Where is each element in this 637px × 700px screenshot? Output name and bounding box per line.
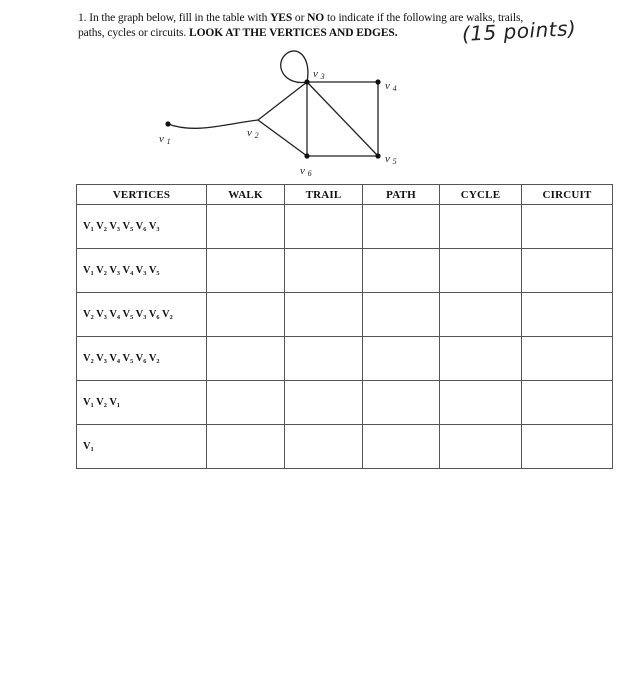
path-answer-cell[interactable] xyxy=(363,293,440,337)
trail-answer-cell[interactable] xyxy=(285,249,363,293)
question-text-part2: to indicate if the following are walks, trails, paths, cycles or circuits. xyxy=(78,12,524,39)
circuit-answer-cell[interactable] xyxy=(522,337,613,381)
vertex-sequence-cell: V₁ xyxy=(77,425,207,469)
no-keyword: NO xyxy=(307,12,325,24)
header-trail: TRAIL xyxy=(285,185,363,205)
trail-answer-cell[interactable] xyxy=(285,205,363,249)
table-row xyxy=(77,381,613,425)
path-answer-cell[interactable] xyxy=(363,337,440,381)
path-answer-cell[interactable] xyxy=(363,249,440,293)
vertex-label-v2: v 2 xyxy=(247,127,259,140)
walk-answer-cell[interactable] xyxy=(207,205,285,249)
trail-answer-cell[interactable] xyxy=(285,337,363,381)
vertex-label-v1: v 1 xyxy=(159,133,171,146)
walk-answer-cell[interactable] xyxy=(207,337,285,381)
header-walk: WALK xyxy=(207,185,285,205)
yes-keyword: YES xyxy=(270,12,293,24)
vertex-label-v6: v 6 xyxy=(300,165,312,178)
cycle-answer-cell[interactable] xyxy=(440,381,522,425)
vertex-sequence-cell: V₂ V₃ V₄ V₅ V₃ V₆ V₂ xyxy=(77,293,207,337)
edge-v3-v5 xyxy=(307,82,378,156)
path-answer-cell[interactable] xyxy=(363,425,440,469)
handwritten-points: (15 points) xyxy=(461,16,577,46)
table-row xyxy=(77,337,613,381)
vertex-label-v4: v 4 xyxy=(385,80,397,93)
edge-v2-v6 xyxy=(258,120,307,156)
edge-v3-loop xyxy=(281,51,308,83)
circuit-answer-cell[interactable] xyxy=(522,249,613,293)
header-circuit: CIRCUIT xyxy=(522,185,613,205)
trail-answer-cell[interactable] xyxy=(285,293,363,337)
cycle-answer-cell[interactable] xyxy=(440,337,522,381)
vertex-sequence-cell: V₁ V₂ V₃ V₅ V₆ V₃ xyxy=(77,205,207,249)
table-row xyxy=(77,249,613,293)
edge-v2-v3 xyxy=(258,82,307,120)
vertex-v6 xyxy=(304,153,309,158)
vertex-v3 xyxy=(304,79,309,84)
question-emphasis: LOOK AT THE VERTICES AND EDGES. xyxy=(189,27,398,39)
vertex-label-v3: v 3 xyxy=(313,68,325,81)
vertex-sequence-cell: V₂ V₃ V₄ V₅ V₆ V₂ xyxy=(77,337,207,381)
circuit-answer-cell[interactable] xyxy=(522,205,613,249)
vertex-sequence-cell: V₁ V₂ V₁ xyxy=(77,381,207,425)
table-row xyxy=(77,425,613,469)
circuit-answer-cell[interactable] xyxy=(522,425,613,469)
vertex-v5 xyxy=(375,153,380,158)
graph-diagram xyxy=(0,0,637,184)
circuit-answer-cell[interactable] xyxy=(522,293,613,337)
cycle-answer-cell[interactable] xyxy=(440,249,522,293)
vertex-v1 xyxy=(165,121,170,126)
or-word: or xyxy=(294,12,305,24)
table-row xyxy=(77,205,613,249)
header-path: PATH xyxy=(363,185,440,205)
trail-answer-cell[interactable] xyxy=(285,425,363,469)
path-answer-cell[interactable] xyxy=(363,381,440,425)
edge-v1-v2 xyxy=(168,120,258,128)
answer-table xyxy=(76,184,613,469)
walk-answer-cell[interactable] xyxy=(207,425,285,469)
vertex-v4 xyxy=(375,79,380,84)
circuit-answer-cell[interactable] xyxy=(522,381,613,425)
header-vertices: VERTICES xyxy=(77,185,207,205)
table-header-row xyxy=(77,185,613,205)
question-text-part1: In the graph below, fill in the table with xyxy=(89,12,268,24)
walk-answer-cell[interactable] xyxy=(207,381,285,425)
header-cycle: CYCLE xyxy=(440,185,522,205)
vertex-sequence-cell: V₁ V₂ V₃ V₄ V₃ V₅ xyxy=(77,249,207,293)
cycle-answer-cell[interactable] xyxy=(440,205,522,249)
walk-answer-cell[interactable] xyxy=(207,293,285,337)
question-number: 1. xyxy=(78,12,87,24)
vertex-label-v5: v 5 xyxy=(385,153,397,166)
trail-answer-cell[interactable] xyxy=(285,381,363,425)
cycle-answer-cell[interactable] xyxy=(440,425,522,469)
path-answer-cell[interactable] xyxy=(363,205,440,249)
walk-answer-cell[interactable] xyxy=(207,249,285,293)
cycle-answer-cell[interactable] xyxy=(440,293,522,337)
table-row xyxy=(77,293,613,337)
